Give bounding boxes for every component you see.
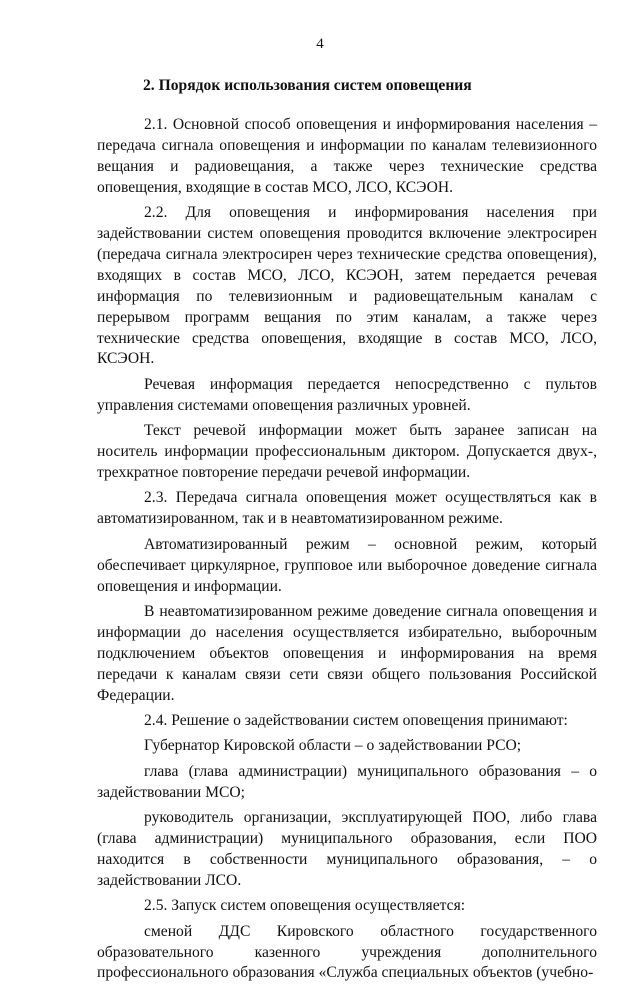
- paragraph-organization-head: руководитель организации, эксплуатирующей ПОО, либо глава (глава администрации) муниципального образования, если ПОО находится в собственности муниципального образования, – о задействовании ЛСО.: [97, 809, 597, 889]
- document-body: [97, 115, 597, 989]
- section-title: 2. Порядок использования систем оповещения: [143, 77, 472, 94]
- paragraph-automated-mode: Автоматизированный режим – основной режим, который обеспечивает циркулярное, групповое или выборочное доведение сигнала оповещения и информации.: [97, 535, 597, 595]
- paragraph-manual-mode: В неавтоматизированном режиме доведение сигнала оповещения и информации до населения осуществляется избирательно, выборочным подключением объектов оповещения и информирования на время передачи к каналам связи сети связи общего пользования Российской Федерации.: [97, 602, 597, 704]
- paragraph-municipal-head: глава (глава администрации) муниципального образования – о задействовании МСО;: [97, 762, 597, 801]
- page-number: 4: [316, 36, 324, 52]
- paragraph-2-3: 2.3. Передача сигнала оповещения может осуществляться как в автоматизированном, так и в неавтоматизированном режиме.: [97, 489, 597, 528]
- paragraph-2-4: 2.4. Решение о задействовании систем оповещения принимают:: [144, 711, 568, 729]
- paragraph-2-2: 2.2. Для оповещения и информирования населения при задействовании систем оповещения проводится включение электросирен (передача сигнала электросирен через технические средства оповещения), входящих в состав МСО, ЛСО, КСЭОН, затем передается речевая информация по телевизионным и радиовещательным каналам с перерывом программ вещания по этим каналам, а также через технические средства оповещения, входящие в состав МСО, ЛСО, КСЭОН.: [97, 204, 597, 368]
- paragraph-2-5: 2.5. Запуск систем оповещения осуществляется:: [144, 897, 466, 915]
- paragraph-governor: Губернатор Кировской области – о задействовании РСО;: [144, 737, 522, 755]
- paragraph-launch-shift: сменой ДДС Кировского областного государственного образовательного казенного учреждения дополнительного профессионального образования «Служба специальных объектов (учебно-: [97, 922, 597, 982]
- paragraph-voice-info: Речевая информация передается непосредственно с пультов управления системами оповещения различных уровней.: [97, 375, 597, 414]
- paragraph-voice-text: Текст речевой информации может быть заранее записан на носитель информации профессиональным диктором. Допускается двух-, трехкратное повторение передачи речевой информации.: [97, 422, 597, 481]
- paragraph-2-1: 2.1. Основной способ оповещения и информирования населения – передача сигнала оповещения и информации по каналам телевизионного вещания и радиовещания, а также через технические средства оповещения, входящие в состав МСО, ЛСО, КСЭОН.: [97, 116, 597, 196]
